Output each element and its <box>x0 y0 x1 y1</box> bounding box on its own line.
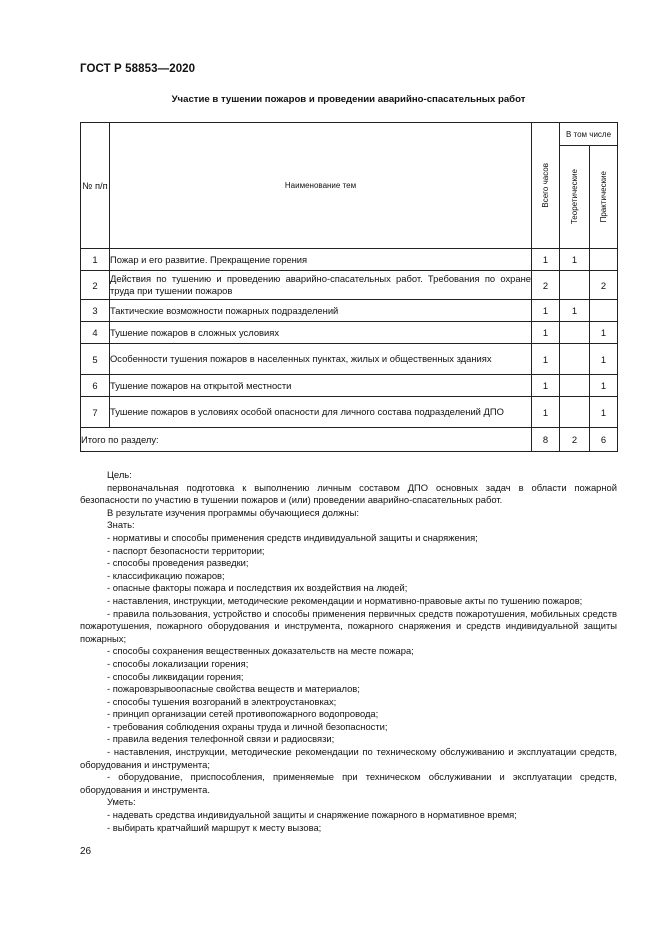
table-row <box>81 375 618 397</box>
row-theory-hours <box>560 344 590 375</box>
row-number: 6 <box>81 375 110 397</box>
row-theory-hours <box>560 271 590 300</box>
table-row <box>81 300 618 322</box>
row-practice-hours: 1 <box>590 375 618 397</box>
row-total-hours: 1 <box>532 397 560 428</box>
document-code: ГОСТ Р 58853—2020 <box>80 63 196 75</box>
row-topic-name: Тушение пожаров на открытой местности <box>110 375 532 397</box>
section-title: Участие в тушении пожаров и проведении аварийно-спасательных работ <box>171 94 526 105</box>
body-paragraph: - паспорт безопасности территории; <box>107 544 265 556</box>
row-topic-name: Тушение пожаров в условиях особой опасности для личного состава подразделений ДПО <box>110 397 532 428</box>
header-theory-label: Теоретические <box>570 169 579 225</box>
row-practice-hours <box>590 249 618 271</box>
body-paragraph: - способы тушения возгораний в электроустановках; <box>107 695 337 707</box>
header-practice <box>590 146 618 249</box>
row-total-hours: 1 <box>532 249 560 271</box>
row-number: 2 <box>81 271 110 300</box>
body-paragraph: - выбирать кратчайший маршрут к месту вызова; <box>107 821 322 833</box>
row-practice-hours: 1 <box>590 344 618 375</box>
header-total-hours-label: Всего часов <box>541 163 550 208</box>
table-header-row <box>81 123 618 146</box>
page-number: 26 <box>80 846 92 857</box>
body-paragraph: В результате изучения программы обучающиеся должны: <box>107 506 359 518</box>
table-row <box>81 344 618 375</box>
body-paragraph: - классификацию пожаров; <box>107 569 225 581</box>
row-number: 4 <box>81 322 110 344</box>
row-theory-hours <box>560 397 590 428</box>
body-paragraph: - пожаровзрывоопасные свойства веществ и материалов; <box>107 683 360 695</box>
row-total-hours: 1 <box>532 300 560 322</box>
body-paragraph: - способы локализации горения; <box>107 657 249 669</box>
row-total-hours: 1 <box>532 375 560 397</box>
row-topic-name: Действия по тушению и проведению аварийно-спасательных работ. Требования по охране труда при тушении пожаров <box>110 271 532 300</box>
body-paragraph: Знать: <box>107 519 135 531</box>
row-theory-hours <box>560 375 590 397</box>
table-row <box>81 271 618 300</box>
row-total-hours: 1 <box>532 344 560 375</box>
hours-table <box>80 122 618 452</box>
total-practice: 6 <box>590 428 618 452</box>
row-total-hours: 1 <box>532 322 560 344</box>
row-number: 7 <box>81 397 110 428</box>
row-theory-hours <box>560 322 590 344</box>
body-paragraph: - оборудование, приспособления, применяемые при техническом обслуживании и эксплуатации средств, оборудования и инструмента. <box>80 771 617 795</box>
body-paragraph: - надевать средства индивидуальной защиты и снаряжение пожарного в нормативное время; <box>107 809 517 821</box>
row-practice-hours <box>590 300 618 322</box>
table-row <box>81 322 618 344</box>
body-paragraph: - принцип организации сетей противопожарного водопровода; <box>107 708 379 720</box>
body-paragraph: - правила пользования, устройство и способы применения первичных средств пожаротушения, мобильных средств пожаротушения, пожарного оборудования и инструмента, пожарного снаряжения и средств индивидуальной защиты пожарных; <box>80 607 617 644</box>
header-practice-label: Практические <box>599 171 608 223</box>
row-number: 5 <box>81 344 110 375</box>
body-text <box>80 469 617 834</box>
body-paragraph: - нормативы и способы применения средств индивидуальной защиты и снаряжения; <box>107 531 478 543</box>
total-label: Итого по разделу: <box>81 428 532 452</box>
row-practice-hours: 2 <box>590 271 618 300</box>
header-topic-name: Наименование тем <box>110 123 532 249</box>
body-paragraph: - способы сохранения вещественных доказательств на месте пожара; <box>107 645 414 657</box>
table-row <box>81 249 618 271</box>
table-total-row <box>81 428 618 452</box>
body-paragraph: Уметь: <box>107 796 136 808</box>
row-total-hours: 2 <box>532 271 560 300</box>
row-number: 1 <box>81 249 110 271</box>
row-topic-name: Пожар и его развитие. Прекращение горения <box>110 249 532 271</box>
header-theory <box>560 146 590 249</box>
body-paragraph: - наставления, инструкции, методические рекомендации и нормативно-правовые акты по тушению пожаров; <box>107 594 583 606</box>
body-paragraph: - опасные факторы пожара и последствия их воздействия на людей; <box>107 582 408 594</box>
body-paragraph: - правила ведения телефонной связи и радиосвязи; <box>107 733 335 745</box>
header-number: № п/п <box>81 123 110 249</box>
total-hours: 8 <box>532 428 560 452</box>
body-paragraph: - требования соблюдения охраны труда и личной безопасности; <box>107 720 388 732</box>
body-paragraph: - способы ликвидации горения; <box>107 670 244 682</box>
body-paragraph: первоначальная подготовка к выполнению личным составом ДПО основных задач в области пожарной безопасности по участию в тушении пожаров и (или) проведении аварийно-спасательных работ. <box>80 481 617 506</box>
body-paragraph: - наставления, инструкции, методические рекомендации по техническому обслуживанию и эксплуатации средств, оборудования и инструмента; <box>80 746 617 770</box>
body-paragraph: - способы проведения разведки; <box>107 557 249 569</box>
table-body <box>81 249 618 428</box>
table-row <box>81 397 618 428</box>
total-theory: 2 <box>560 428 590 452</box>
header-including: В том числе <box>560 123 618 146</box>
row-practice-hours: 1 <box>590 397 618 428</box>
row-theory-hours: 1 <box>560 300 590 322</box>
row-theory-hours: 1 <box>560 249 590 271</box>
header-total-hours <box>532 123 560 249</box>
body-paragraph: Цель: <box>107 469 132 480</box>
row-topic-name: Особенности тушения пожаров в населенных пунктах, жилых и общественных зданиях <box>110 344 532 375</box>
row-number: 3 <box>81 300 110 322</box>
row-practice-hours: 1 <box>590 322 618 344</box>
row-topic-name: Тактические возможности пожарных подразделений <box>110 300 532 322</box>
row-topic-name: Тушение пожаров в сложных условиях <box>110 322 532 344</box>
